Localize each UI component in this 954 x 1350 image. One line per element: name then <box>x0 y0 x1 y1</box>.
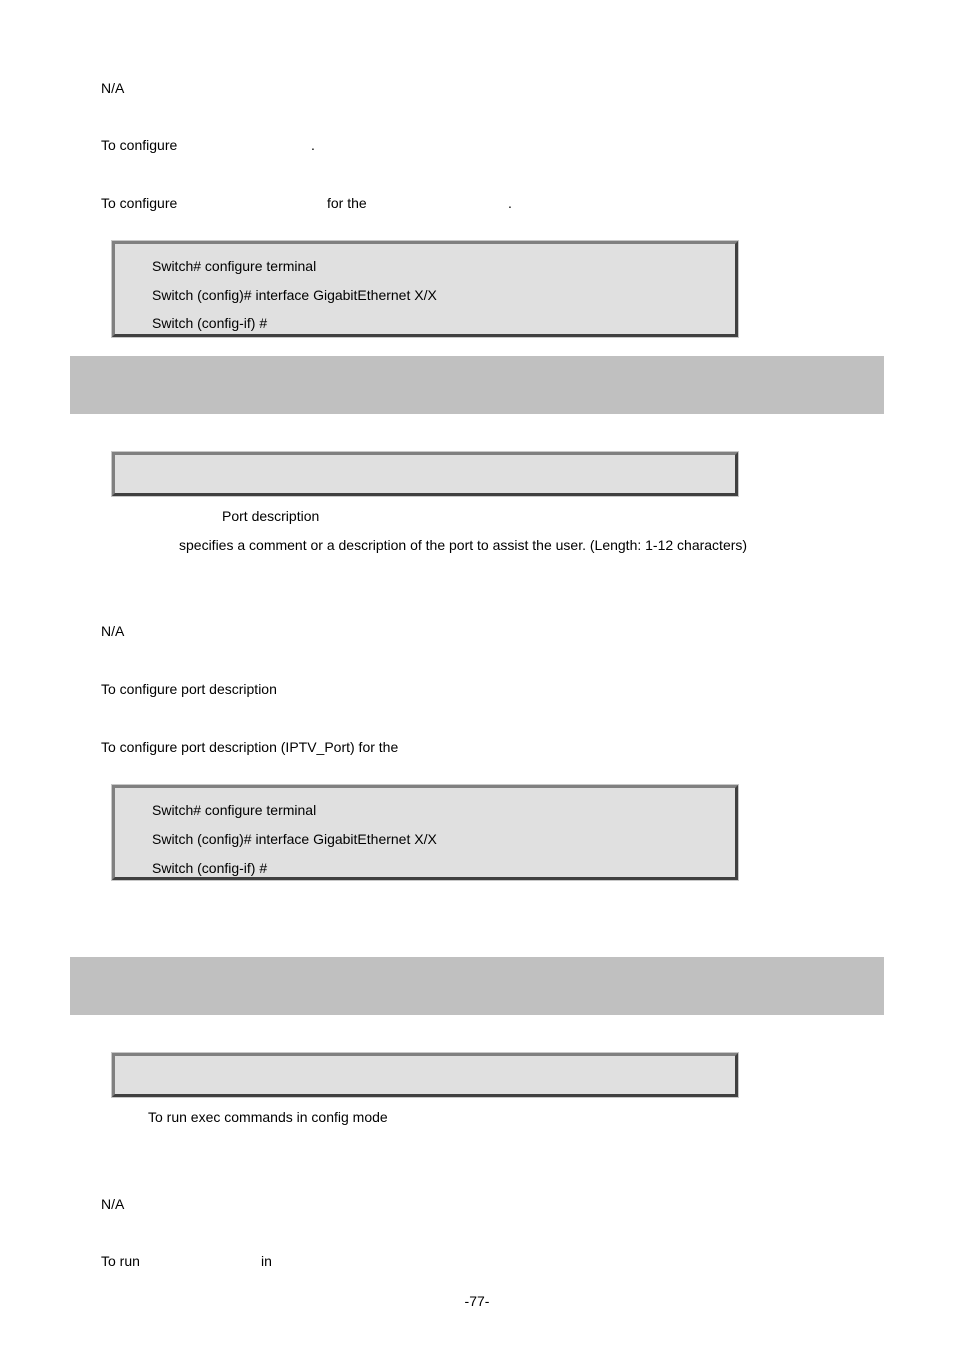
default-value: N/A <box>101 623 125 639</box>
command-line: Switch (config)# interface GigabitEthernet X/X <box>152 287 437 303</box>
command-line: Switch (config-if) # <box>152 860 268 876</box>
command-description: To run exec commands in config mode <box>148 1109 388 1125</box>
example-text-mid: for the <box>327 195 367 211</box>
command-line: Switch (config)# interface GigabitEthernet X/X <box>152 831 437 847</box>
command-line: Switch (config-if) # <box>152 315 268 331</box>
usage-text: To configure port description <box>101 681 277 697</box>
example-command-box <box>112 241 738 337</box>
parameter-name: Port description <box>222 508 320 524</box>
default-value: N/A <box>101 1196 125 1212</box>
syntax-command-box <box>112 1053 738 1097</box>
usage-text-prefix: To run <box>101 1253 140 1269</box>
page-number: -77- <box>464 1293 490 1309</box>
example-text-suffix: . <box>508 195 512 211</box>
example-command-box <box>112 785 738 880</box>
section-heading-band <box>70 356 884 414</box>
usage-text-suffix: . <box>311 137 315 153</box>
usage-text-prefix: To configure <box>101 137 178 153</box>
syntax-command-box <box>112 452 738 496</box>
usage-text-suffix: in <box>261 1253 272 1269</box>
example-text: To configure port description (IPTV_Port) for the <box>101 739 399 755</box>
command-line: Switch# configure terminal <box>152 258 317 274</box>
example-text-prefix: To configure <box>101 195 178 211</box>
parameter-description: specifies a comment or a description of the port to assist the user. (Length: 1-12 characters) <box>179 537 748 553</box>
section-heading-band <box>70 957 884 1015</box>
command-line: Switch# configure terminal <box>152 802 317 818</box>
default-value: N/A <box>101 80 125 96</box>
